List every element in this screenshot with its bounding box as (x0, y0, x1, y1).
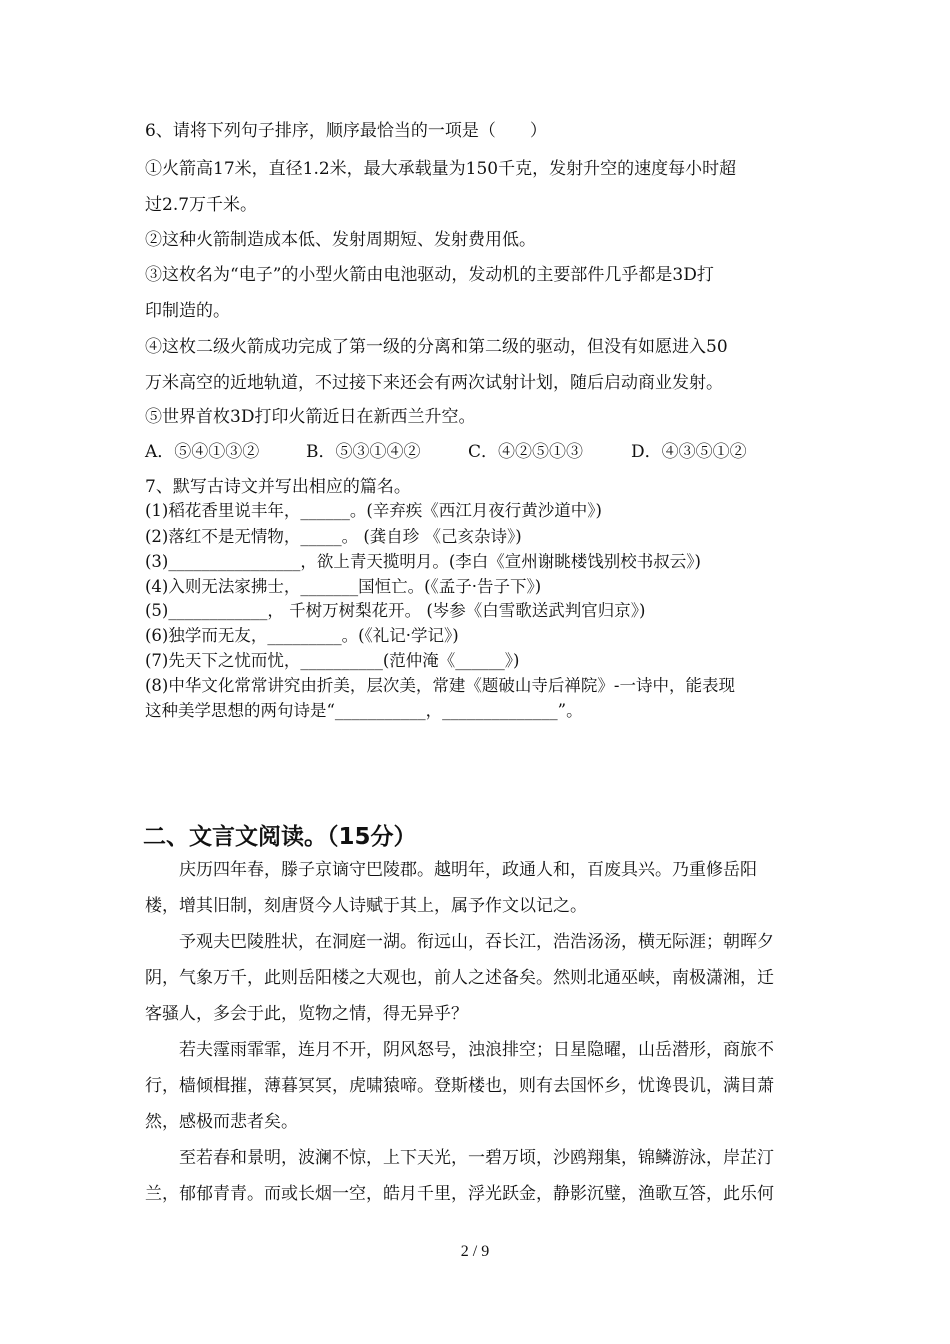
q6-sentence-3a: ③这枚名为“电子”的小型火箭由电池驱动，发动机的主要部件几乎都是3D打 (145, 265, 714, 285)
q6-option-c: C．④②⑤①③ (468, 442, 584, 462)
q6-sentence-4a: ④这枚二级火箭成功完成了第一级的分离和第二级的驱动，但没有如愿进入50 (145, 337, 728, 357)
q6-sentence-4b: 万米高空的近地轨道，不过接下来还会有两次试射计划，随后启动商业发射。 (145, 373, 723, 393)
q7-item-7: (7)先天下之忧而忧，__________(范仲淹《______》) (145, 651, 520, 670)
q6-option-d: D．④③⑤①② (631, 442, 747, 462)
q6-option-b: B．⑤③①④② (306, 442, 421, 462)
q6-stem: 6、请将下列句子排序，顺序最恰当的一项是（ ） (145, 121, 547, 141)
section-title: 二、文言文阅读。（15分） (143, 824, 417, 850)
q6-sentence-5: ⑤世界首枚3D打印火箭近日在新西兰升空。 (145, 407, 476, 427)
passage-line: 兰，郁郁青青。而或长烟一空，皓月千里，浮光跃金，静影沉璧，渔歌互答，此乐何 (145, 1184, 774, 1204)
page-number: 2 / 9 (460, 1243, 490, 1260)
passage-line: 行，樯倾楫摧，薄暮冥冥，虎啸猿啼。登斯楼也，则有去国怀乡，忧谗畏讥，满目萧 (145, 1076, 774, 1096)
passage-line: 客骚人，多会于此，览物之情，得无异乎？ (145, 1004, 468, 1024)
q7-item-3: (3)________________，欲上青天揽明月。(李白《宣州谢眺楼饯别校书叔云》) (145, 552, 701, 571)
q7-item-4: (4)入则无法家拂士，_______国恒亡。(《孟子·告子下》) (145, 577, 542, 596)
passage-line: 楼，增其旧制，刻唐贤今人诗赋于其上，属予作文以记之。 (145, 896, 587, 916)
passage-line: 予观夫巴陵胜状，在洞庭一湖。衔远山，吞长江，浩浩汤汤，横无际涯；朝晖夕 (145, 932, 774, 952)
q6-sentence-3b: 印制造的。 (145, 301, 230, 321)
q6-option-a: A．⑤④①③② (145, 442, 260, 462)
q7-item-6: (6)独学而无友，_________。(《礼记·学记》) (145, 626, 459, 645)
q6-sentence-2: ②这种火箭制造成本低、发射周期短、发射费用低。 (145, 230, 536, 250)
q7-item-2: (2)落红不是无情物，_____。 (龚自珍 《己亥杂诗》) (145, 527, 522, 546)
passage-line: 若夫霪雨霏霏，连月不开，阴风怒号，浊浪排空；日星隐曜，山岳潜形，商旅不 (145, 1040, 774, 1060)
q7-item-8a: (8)中华文化常常讲究由折美，层次美，常建《题破山寺后禅院》-一诗中，能表现 (145, 676, 735, 695)
passage-line: 庆历四年春，滕子京谪守巴陵郡。越明年，政通人和，百废具兴。乃重修岳阳 (145, 860, 757, 880)
q7-stem: 7、默写古诗文并写出相应的篇名。 (145, 477, 411, 497)
q6-sentence-1a: ①火箭高17米，直径1.2米，最大承载量为150千克，发射升空的速度每小时超 (145, 159, 737, 179)
q7-item-1: (1)稻花香里说丰年，______。(辛弃疾《西江月夜行黄沙道中》) (145, 501, 602, 520)
q7-item-8b: 这种美学思想的两句诗是“___________，______________”。 (145, 701, 583, 720)
passage-line: 阴，气象万千，此则岳阳楼之大观也，前人之述备矣。然则北通巫峡，南极潇湘，迁 (145, 968, 774, 988)
passage-line: 至若春和景明，波澜不惊，上下天光，一碧万顷，沙鸥翔集，锦鳞游泳，岸芷汀 (145, 1148, 774, 1168)
q7-item-5: (5)____________， 千树万树梨花开。 (岑参《白雪歌送武判官归京》) (145, 601, 646, 620)
passage-line: 然，感极而悲者矣。 (145, 1112, 298, 1132)
q6-sentence-1b: 过2.7万千米。 (145, 195, 258, 215)
